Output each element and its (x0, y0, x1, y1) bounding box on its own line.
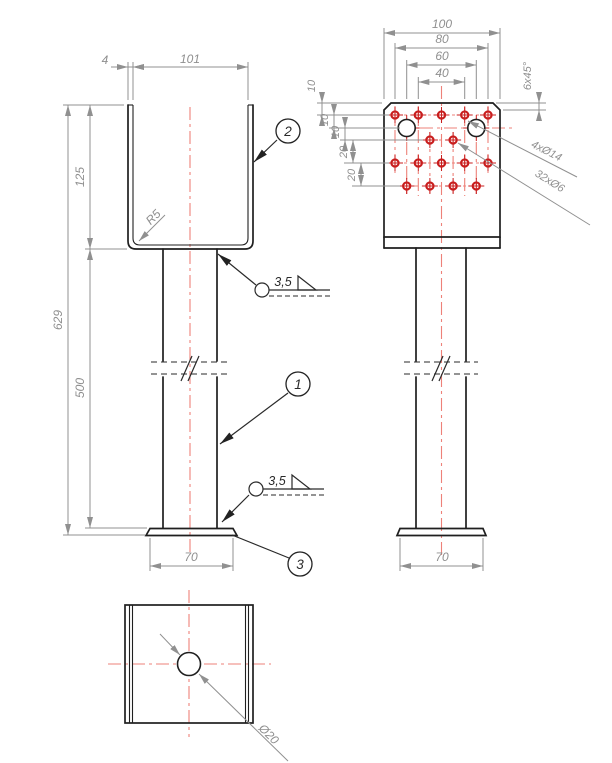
hole-pattern (387, 107, 496, 194)
dim-channel-width (133, 52, 248, 67)
hole-6mm (410, 155, 426, 171)
hole-6mm (434, 107, 450, 123)
balloon-3 (232, 535, 312, 576)
small-holes-callout (458, 143, 590, 225)
hole-6mm (387, 155, 403, 171)
hole-6mm (422, 178, 438, 194)
weld-symbol-bottom (222, 474, 324, 522)
dim-label-40: 40 (435, 66, 449, 80)
hole-6mm (480, 155, 496, 171)
hole-6mm (445, 178, 461, 194)
bottom-view (108, 590, 288, 761)
balloon-2 (254, 119, 300, 162)
dim-chamfer (496, 61, 546, 120)
hole-6mm (480, 107, 496, 123)
balloon-2-label: 2 (284, 124, 292, 139)
hole-20-callout (160, 634, 288, 761)
side-view (306, 17, 590, 571)
dim-label-4: 4 (101, 53, 109, 67)
dim-label-70-side: 70 (435, 550, 449, 564)
dim-label-10c: 10 (330, 125, 342, 139)
dim-label-80: 80 (435, 32, 449, 46)
balloon-1 (220, 372, 310, 444)
small-holes-label: 32xØ6 (532, 167, 567, 196)
large-holes-callout (468, 121, 577, 177)
dim-40 (418, 66, 464, 82)
dim-label-100: 100 (431, 17, 453, 31)
hole-20mm (178, 653, 201, 676)
dim-extension-lines-front (63, 62, 248, 571)
dim-label-10b: 10 (319, 113, 331, 127)
weld-size-bottom: 3,5 (268, 474, 286, 488)
fillet-weld-triangle (298, 276, 316, 290)
dim-label-500: 500 (73, 377, 87, 399)
dim-80 (395, 32, 488, 48)
hole-6mm (445, 132, 461, 148)
radius-callout (139, 207, 165, 241)
dim-label-125: 125 (73, 166, 87, 188)
weld-symbol-top (218, 254, 330, 297)
balloon-1-label: 1 (294, 377, 302, 392)
dim-label-20b: 20 (346, 168, 358, 182)
hole-6mm (387, 107, 403, 123)
dim-wall-thickness (102, 53, 150, 67)
chamfer-label: 6x45° (522, 61, 534, 91)
weld-size-top: 3,5 (274, 275, 292, 289)
dim-overall-height (51, 105, 68, 535)
dim-label-10a: 10 (306, 79, 318, 93)
dim-label-70-front: 70 (184, 550, 198, 564)
base-plate-front (146, 529, 237, 536)
balloon-3-label: 3 (296, 557, 304, 572)
dim-channel-height (73, 105, 90, 249)
fillet-weld-triangle (292, 475, 310, 489)
radius-label: R5 (142, 206, 164, 228)
hole-6mm (410, 107, 426, 123)
dim-label-60: 60 (435, 49, 449, 63)
hole-6mm (434, 155, 450, 171)
hole-20-label: Ø20 (255, 721, 282, 748)
dim-20b (346, 163, 361, 186)
front-view (51, 52, 330, 576)
hole-6mm (457, 107, 473, 123)
dim-100 (384, 17, 500, 33)
hole-6mm (457, 155, 473, 171)
dim-base-width-front (150, 550, 233, 566)
dim-label-101: 101 (179, 52, 201, 66)
dim-60 (407, 49, 477, 65)
large-holes-label: 4xØ14 (529, 138, 564, 165)
dim-label-629: 629 (51, 309, 65, 331)
dim-label-20a: 20 (338, 145, 350, 159)
dim-column-height (73, 249, 90, 528)
hole-6mm (399, 178, 415, 194)
hole-6mm (468, 178, 484, 194)
hole-6mm (422, 132, 438, 148)
